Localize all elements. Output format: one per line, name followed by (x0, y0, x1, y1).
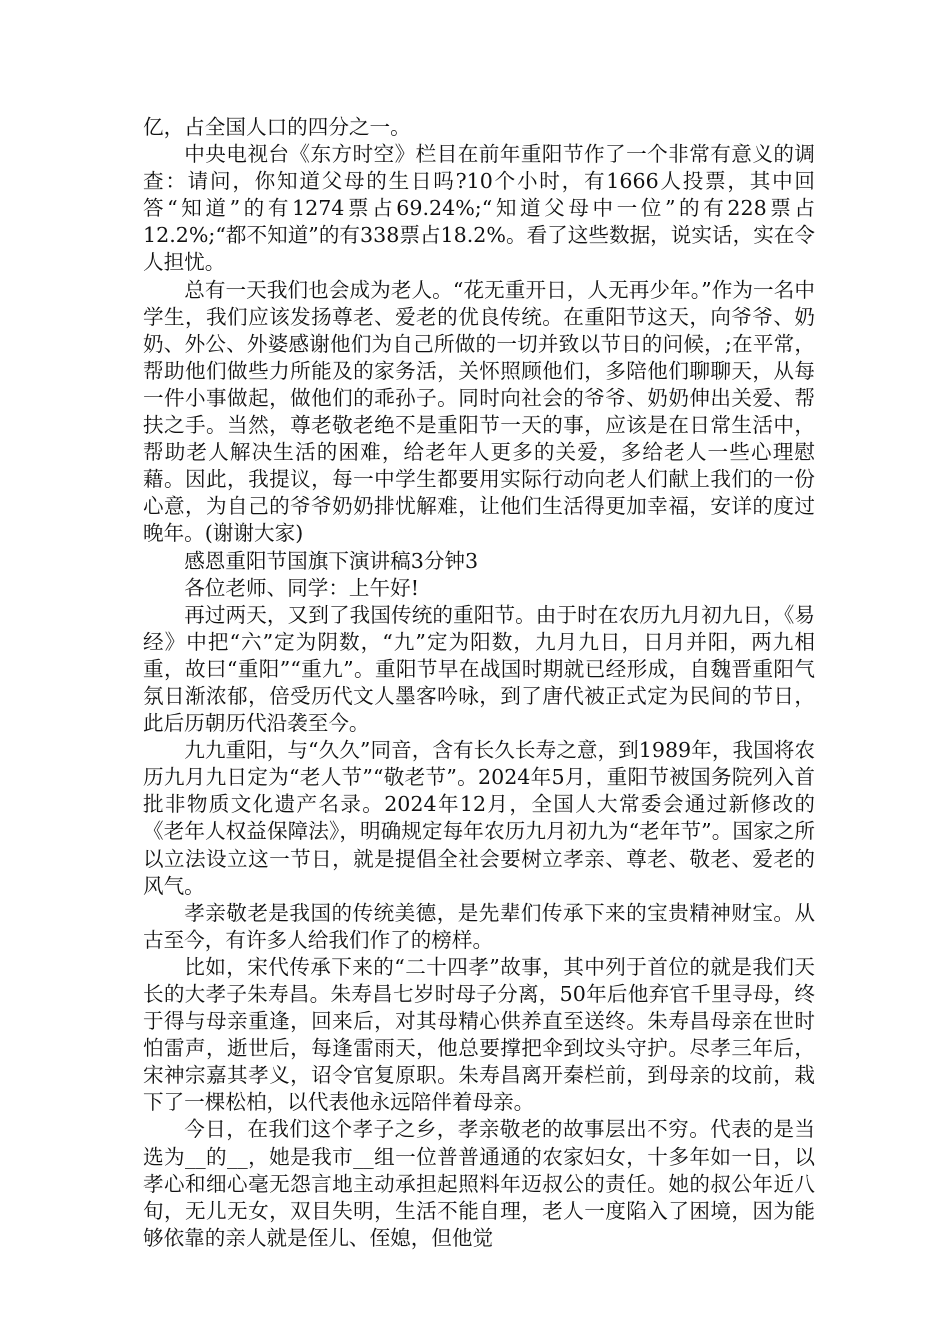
document-body (143, 114, 815, 1252)
paragraph: 比如，宋代传承下来的“二十四孝”故事，其中列于首位的就是我们天长的大孝子朱寿昌。朱寿昌七岁时母子分离，50年后他弃官千里寻母，终于得与母亲重逢，回来后，对其母精心供养直至送终。朱寿昌母亲在世时怕雷声，逝世后，每逢雷雨天，他总要撑把伞到坟头守护。尽孝三年后，宋神宗嘉其孝义，诏令官复原职。朱寿昌离开秦栏前，到母亲的坟前，栽下了一棵松柏，以代表他永远陪伴着母亲。 (143, 954, 815, 1115)
salutation: 各位老师、同学：上午好! (184, 575, 419, 600)
paragraph: 中央电视台《东方时空》栏目在前年重阳节作了一个非常有意义的调查：请问，你知道父母的生日吗?10个小时，有1666人投票，其中回答“知道”的有1274票占69.24%;“知道父母中一位”的有228票占12.2%;“都不知道”的有338票占18.2%。看了这些数据，说实话，实在令人担忧。 (143, 142, 815, 275)
paragraph: 再过两天，又到了我国传统的重阳节。由于时在农历九月初九日，《易经》中把“六”定为阴数，“九”定为阳数，九月九日，日月并阳，两九相重，故曰“重阳”“重九”。重阳节早在战国时期就已经形成，自魏晋重阳气氛日渐浓郁，倍受历代文人墨客吟咏，到了唐代被正式定为民间的节日，此后历朝历代沿袭至今。 (143, 602, 815, 736)
paragraph: 总有一天我们也会成为老人。“花无重开日，人无再少年。”作为一名中学生，我们应该发扬尊老、爱老的优良传统。在重阳节这天，向爷爷、奶奶、外公、外婆感谢他们为自己所做的一切并致以节日的问候，;在平常，帮助他们做些力所能及的家务活，关怀照顾他们，多陪他们聊聊天，从每一件小事做起，做他们的乖孙子。同时向社会的爷爷、奶奶伸出关爱、帮扶之手。当然，尊老敬老绝不是重阳节一天的事，应该是在日常生活中，帮助老人解决生活的困难，给老年人更多的关爱，多给老人一些心理慰藉。因此，我提议，每一中学生都要用实际行动向老人们献上我们的一份心意，为自己的爷爷奶奶排忧解难，让他们生活得更加幸福，安详的度过晚年。(谢谢大家) (143, 277, 815, 546)
paragraph: 孝亲敬老是我国的传统美德，是先辈们传承下来的宝贵精神财宝。从古至今，有许多人给我们作了的榜样。 (143, 900, 815, 952)
paragraph: 亿，占全国人口的四分之一。 (143, 115, 411, 139)
speech-title: 感恩重阳节国旗下演讲稿3分钟3 (184, 548, 479, 573)
paragraph: 今日，在我们这个孝子之乡，孝亲敬老的故事层出不穷。代表的是当选为__的__，她是我市__组一位普普通通的农家妇女，十多年如一日，以孝心和细心毫无怨言地主动承担起照料年迈叔公的责任。她的叔公年近八旬，无儿无女，双目失明，生活不能自理，老人一度陷入了困境，因为能够依靠的亲人就是侄儿、侄媳，但他觉 (143, 1117, 815, 1250)
paragraph: 九九重阳，与“久久”同音，含有长久长寿之意，到1989年，我国将农历九月九日定为“老人节”“敬老节”。2024年5月，重阳节被国务院列入首批非物质文化遗产名录。2024年12月，全国人大常委会通过新修改的《老年人权益保障法》，明确规定每年农历九月初九为“老年节”。国家之所以立法设立这一节日，就是提倡全社会要树立孝亲、尊老、敬老、爱老的风气。 (143, 738, 815, 898)
